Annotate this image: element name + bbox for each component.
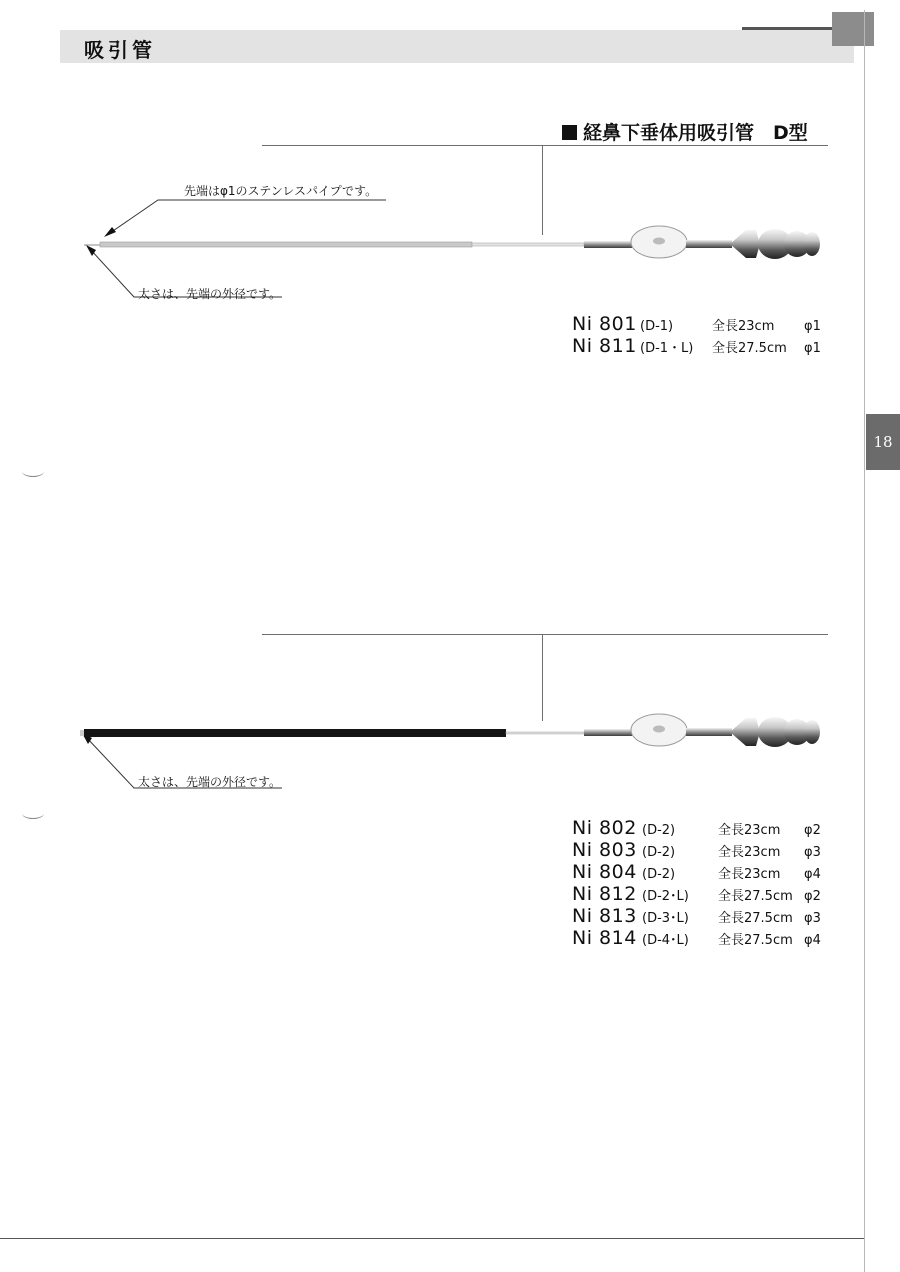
finger-hole	[653, 238, 665, 245]
model-number: Ni 804	[572, 861, 637, 883]
arrow-head-icon	[104, 227, 116, 237]
table-row	[572, 839, 821, 861]
tube-shaft-thin	[472, 243, 584, 246]
diameter: φ1	[804, 341, 821, 356]
diameter: φ4	[804, 933, 821, 948]
margin-mark	[22, 466, 44, 477]
spec-table-1	[572, 313, 821, 357]
table-row	[572, 905, 821, 927]
header-band	[60, 30, 854, 63]
handle-neck	[686, 728, 732, 736]
handle-collar	[730, 718, 760, 746]
diameter: φ2	[804, 823, 821, 838]
model-number: Ni 802	[572, 817, 637, 839]
model-number: Ni 803	[572, 839, 637, 861]
callout-diameter-text: 太さは、先端の外径です。	[138, 775, 282, 789]
model-number: Ni 814	[572, 927, 637, 949]
callout-diameter-text: 太さは、先端の外径です。	[138, 287, 282, 301]
diameter: φ3	[804, 911, 821, 926]
tube-connector	[584, 241, 632, 248]
right-margin-rule	[864, 10, 865, 1272]
diameter: φ2	[804, 889, 821, 904]
table-row	[572, 817, 821, 839]
total-length: 全長23cm	[718, 823, 781, 838]
model-type: (D-2)	[642, 867, 676, 882]
model-number: Ni 801	[572, 313, 637, 335]
callout-tip-leader	[110, 200, 386, 233]
section-rule-2	[262, 634, 828, 635]
section-heading	[562, 118, 808, 145]
handle-collar	[730, 230, 760, 258]
margin-mark	[22, 808, 44, 819]
model-type: (D-1・L)	[640, 341, 694, 356]
diameter: φ1	[804, 319, 821, 334]
tube-shaft	[84, 729, 506, 737]
total-length: 全長27.5cm	[718, 889, 793, 904]
model-type: (D-4･L)	[642, 933, 689, 948]
suction-tube-d1-figure	[0, 170, 860, 315]
finger-hole	[653, 726, 665, 733]
model-type: (D-2)	[642, 845, 676, 860]
model-type: (D-2)	[642, 823, 676, 838]
model-type: (D-3･L)	[642, 911, 689, 926]
tube-shaft	[100, 242, 472, 247]
diameter: φ4	[804, 867, 821, 882]
model-number: Ni 813	[572, 905, 637, 927]
model-type: (D-1)	[640, 319, 674, 334]
handle-neck	[686, 240, 732, 248]
total-length: 全長23cm	[718, 867, 781, 882]
suction-tube-d2-figure	[0, 700, 860, 800]
total-length: 全長27.5cm	[712, 341, 787, 356]
section-rule-1	[262, 145, 828, 146]
total-length: 全長23cm	[712, 319, 775, 334]
page-number-tab: 18	[866, 414, 900, 470]
footer-rule	[0, 1238, 864, 1239]
handle-end	[804, 720, 820, 744]
tube-tip	[80, 730, 84, 736]
table-row	[572, 883, 821, 905]
total-length: 全長23cm	[718, 845, 781, 860]
diameter: φ3	[804, 845, 821, 860]
section-title: 経鼻下垂体用吸引管 D型	[583, 122, 808, 144]
table-row	[572, 861, 821, 883]
model-number: Ni 812	[572, 883, 637, 905]
total-length: 全長27.5cm	[718, 911, 793, 926]
spec-table-2	[572, 817, 821, 949]
table-row	[572, 335, 821, 357]
square-bullet-icon	[562, 125, 577, 140]
tube-connector	[584, 729, 632, 736]
page-title: 吸引管	[84, 38, 156, 62]
model-number: Ni 811	[572, 335, 637, 357]
model-type: (D-2･L)	[642, 889, 689, 904]
handle-end	[804, 232, 820, 256]
tube-shaft-thin	[506, 732, 584, 734]
corner-block	[832, 12, 874, 46]
callout-tip-text: 先端はφ1のステンレスパイプです。	[184, 184, 378, 198]
total-length: 全長27.5cm	[718, 933, 793, 948]
table-row	[572, 927, 821, 949]
table-row	[572, 313, 821, 335]
